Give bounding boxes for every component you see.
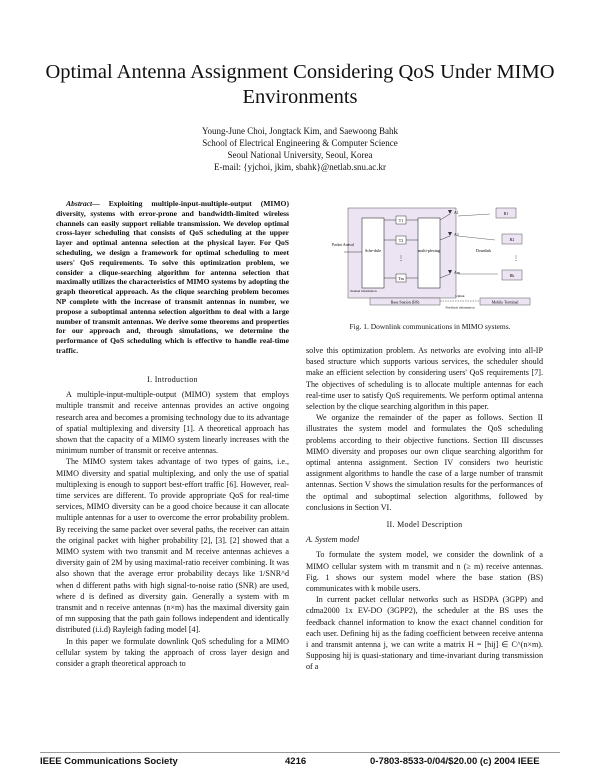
- right-paragraph-2: We organize the remainder of the paper as follows. Section II illustrates the system model and formulates the QoS scheduling problems according to their objective functions. Section III discusses MIMO diversity and proposes our own clique searching algorithm for optimal antenna assignment. Section IV considers two heuristic assignment algorithms to handle the case of a large number of transmit antennas. Section V shows the simulation results for the performances of the optimal and suboptimal selection algorithms, followed by conclusions in Section VI.: [306, 413, 543, 512]
- scheduler-label: Sche-dule: [365, 248, 381, 253]
- am-label: Am: [454, 271, 460, 275]
- subsection-heading-2a: A. System model: [306, 535, 360, 545]
- intro-paragraph-1: A multiple-input-multiple-output (MIMO) system that employs multiple transmit and receive antennas provides an active ongoing research area and becomes a promising technology due to its advantage of spatial multiplexing and diversity [1]. A theoretical approach has shown that the capacity of a MIMO system linearly increases with the minimum number of transmit or receive antennas.: [56, 390, 289, 456]
- abstract-label: Abstract: [66, 199, 93, 208]
- base-station-label: Base Station (BS): [390, 299, 420, 305]
- email: E-mail: {yjchoi, jkim, sbahk}@netlab.snu.ac.kr: [214, 162, 386, 172]
- section-introduction: [56, 368, 289, 669]
- author-block: [100, 125, 500, 173]
- right-paragraph-4: In current packet cellular networks such as HSDPA (3GPP) and cdma2000 1x EV-DO (3GPP2), the scheduler at the BS uses the feedback channel information to know the exact channel condition for each user. Defining hij as the fading coefficient between receive antenna i and transmit antenna j, we can write a matrix H = [hij] ∈ C^(n×m). Supposing hij is quasi-stationary and time-invariant during transmission of a: [306, 595, 543, 672]
- multiplexer-box: [418, 218, 440, 288]
- a2-label: A2: [454, 233, 459, 237]
- a1-label: A1: [454, 211, 459, 215]
- r2-label: R2: [509, 238, 515, 242]
- footer-society: IEEE Communications Society: [40, 756, 178, 767]
- university: Seoul National University, Seoul, Korea: [227, 150, 373, 160]
- mobile-terminal-label: Mobile Terminal: [491, 299, 519, 305]
- svg-text:⋮: ⋮: [513, 256, 519, 262]
- section-heading-2: II. Model Description: [386, 520, 463, 530]
- right-column: [306, 345, 543, 673]
- abstract: [56, 199, 289, 356]
- paper-title: Optimal Antenna Assignment Considering QoS Under MIMO Environments: [45, 61, 555, 108]
- packet-arrival-label: Packet Arrival: [332, 243, 354, 247]
- section-heading-1: I. Introduction: [147, 375, 198, 384]
- abstract-text: — Exploiting multiple-input-multiple-output (MIMO) diversity, systems with error-prone and bandwidth-limited wireless channels can easily support reliable transmission. We develop optimal cross-layer scheduling that consists of QoS scheduling at the upper layer and optimal antenna selection at the physical layer. For QoS scheduling, we design a framework for optimal scheduling to meet users' QoS requirements. To solve this optimization problem, we consider a clique-searching algorithm for antenna selection that maximally utilizes the characteristics of MIMO systems by adopting the graph theoretical approach. As the clique searching problem becomes NP complete with the increase of transmit antennas in number, we propose a suboptimal antenna selection algorithm to deal with a large number of transmit antennas. We derive some theorems and properties for our approach and, through simulations, we determine the performance of QoS scheduling which is effective to handle real-time traffic.: [56, 199, 289, 355]
- footer-copyright: 0-7803-8533-0/04/$20.00 (c) 2004 IEEE: [370, 756, 540, 767]
- footer-page-number: 4216: [285, 756, 307, 767]
- scheduler-box: [362, 218, 384, 288]
- uplink-label: Uplink: [455, 294, 465, 298]
- r1-label: R1: [503, 212, 509, 216]
- intro-paragraph-2: The MIMO system takes advantage of two types of gains, i.e., MIMO diversity and spatial multiplexing, and only the use of spatial multiplexing is enough to support best-effort traffic [6]. However, real-time services are different. To provide appropriate QoS for real-time services, MIMO diversity can be a good choice because it can allocate multiple antennas for a user to overcome the error probability problem. By receiving the same packet over several paths, the receiver can attain the original packet with higher probability [2], [3]. [2] showed that a MIMO system with two transmit and M receive antennas achieves a diversity gain of 2M by using maximal-ratio receiver combining. It was also shown that the average error probability decays like 1/SNR^d when d different paths with high signal-to-noise ratio (SNR) are used, where d is defined as diversity gain. Generally a system with m transmit and n receive antennas (n×m) has the maximal diversity gain of mn supposing that the path gain follows independent and identically distributed (i.i.d) Rayleigh fading model [4].: [56, 457, 289, 635]
- affiliation: School of Electrical Engineering & Computer Science: [202, 138, 398, 148]
- author-names: Young-June Choi, Jongtack Kim, and Saewoong Bahk: [201, 126, 399, 136]
- downlink-label: Downlink: [476, 249, 492, 253]
- svg-text:⋮: ⋮: [398, 256, 404, 262]
- txm-label: Tm: [398, 276, 404, 281]
- channel-info-label: channel information: [350, 289, 377, 293]
- footer-rule: [40, 752, 560, 753]
- rk-label: Rk: [509, 274, 515, 278]
- right-paragraph-1: solve this optimization problem. As networks are evolving into all-IP based structure which supports various services, the scheduler should make an efficient selection by considering users' QoS requirements [7]. The objectives of scheduling is to allocate multiple antennas for each real-time user to satisfy QoS requirements. We perform optimal antenna selection by the clique searching algorithm in this paper.: [306, 346, 543, 412]
- tx1-label: T1: [398, 218, 404, 223]
- feedback-label: Feedback information: [445, 305, 475, 310]
- right-paragraph-3: To formulate the system model, we consider the downlink of a MIMO cellular system with m transmit and n (≥ m) receive antennas. Fig. 1 shows our system model where the base station (BS) communicates with k mobile users.: [306, 550, 543, 594]
- figure-1-caption: Fig. 1. Downlink communications in MIMO systems.: [349, 322, 511, 331]
- intro-paragraph-3: In this paper we formulate downlink QoS scheduling for a MIMO cellular system by taking the approach of cross layer design and consider a graph theoretical approach to: [56, 636, 289, 669]
- multiplexer-label: multi-plexing: [418, 248, 440, 253]
- tx2-label: T2: [398, 238, 404, 243]
- figure-1-diagram: [330, 200, 535, 312]
